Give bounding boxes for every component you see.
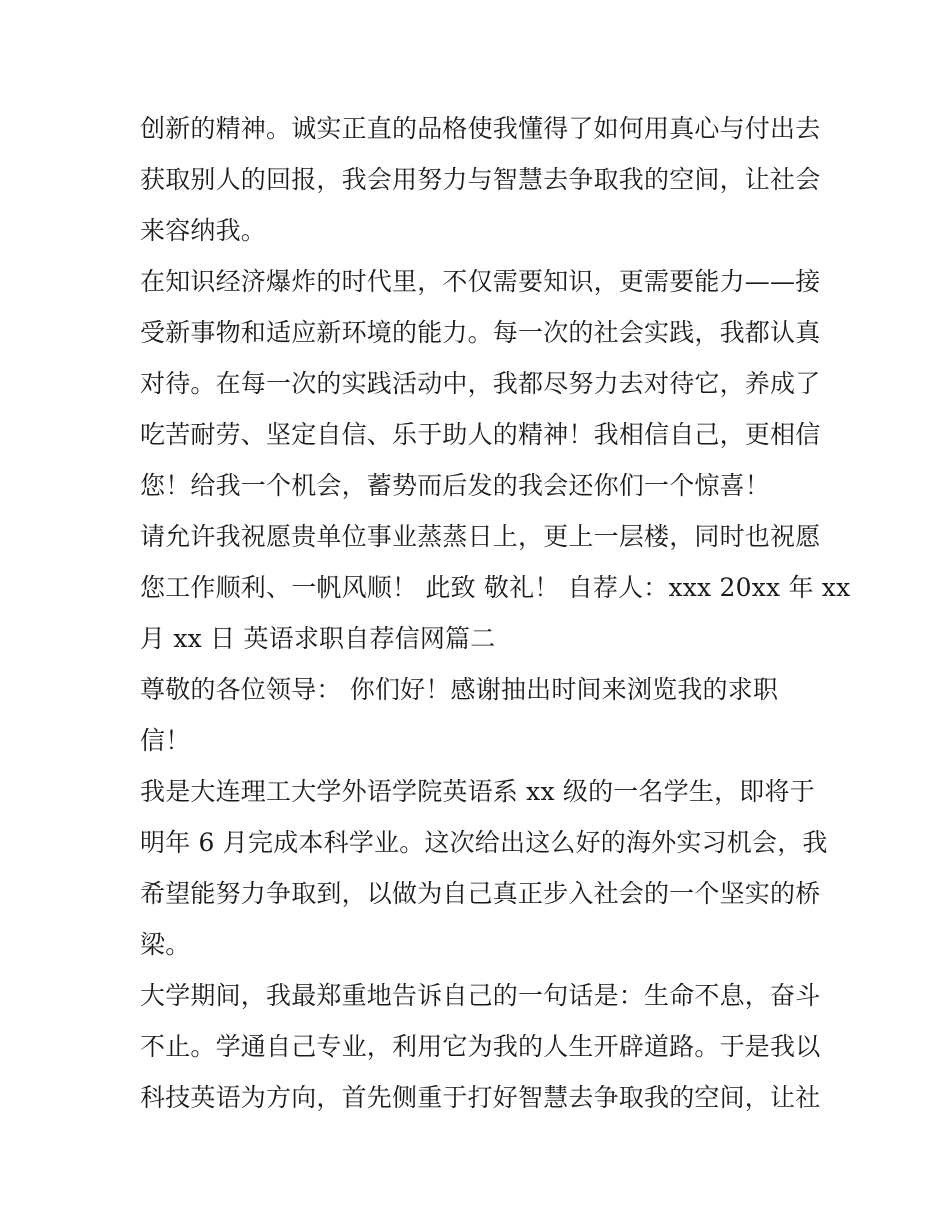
text-line: 信！ bbox=[140, 726, 191, 755]
text-line: 不止。学通自己专业，利用它为我的人生开辟道路。于是我以 bbox=[140, 1032, 821, 1061]
text-line: 您！给我一个机会，蓄势而后发的我会还你们一个惊喜！ bbox=[140, 471, 771, 500]
text-line: 受新事物和适应新环境的能力。每一次的社会实践，我都认真 bbox=[140, 318, 821, 347]
text-line: 月 xx 日 英语求职自荐信网篇二 bbox=[140, 624, 496, 653]
text-line: 对待。在每一次的实践活动中，我都尽努力去对待它，养成了 bbox=[140, 369, 821, 398]
text-line: 科技英语为方向，首先侧重于打好智慧去争取我的空间，让社 bbox=[140, 1083, 821, 1112]
text-line: 获取别人的回报，我会用努力与智慧去争取我的空间，让社会 bbox=[140, 165, 821, 194]
text-line: 在知识经济爆炸的时代里，不仅需要知识，更需要能力——接 bbox=[140, 267, 821, 296]
text-line: 请允许我祝愿贵单位事业蒸蒸日上，更上一层楼，同时也祝愿 bbox=[140, 522, 821, 551]
text-line: 您工作顺利、一帆风顺！ 此致 敬礼！ 自荐人：xxx 20xx 年 xx bbox=[140, 573, 851, 602]
text-line: 明年 6 月完成本科学业。这次给出这么好的海外实习机会，我 bbox=[140, 828, 828, 857]
text-line: 来容纳我。 bbox=[140, 216, 267, 245]
text-line: 吃苦耐劳、坚定自信、乐于助人的精神！我相信自己，更相信 bbox=[140, 420, 821, 449]
text-line: 梁。 bbox=[140, 930, 191, 959]
text-line: 大学期间，我最郑重地告诉自己的一句话是：生命不息，奋斗 bbox=[140, 981, 821, 1010]
text-line: 希望能努力争取到，以做为自己真正步入社会的一个坚实的桥 bbox=[140, 879, 821, 908]
text-line: 创新的精神。诚实正直的品格使我懂得了如何用真心与付出去 bbox=[140, 114, 821, 143]
text-line: 我是大连理工大学外语学院英语系 xx 级的一名学生，即将于 bbox=[140, 777, 815, 806]
text-line: 尊敬的各位领导： 你们好！感谢抽出时间来浏览我的求职 bbox=[140, 675, 779, 704]
